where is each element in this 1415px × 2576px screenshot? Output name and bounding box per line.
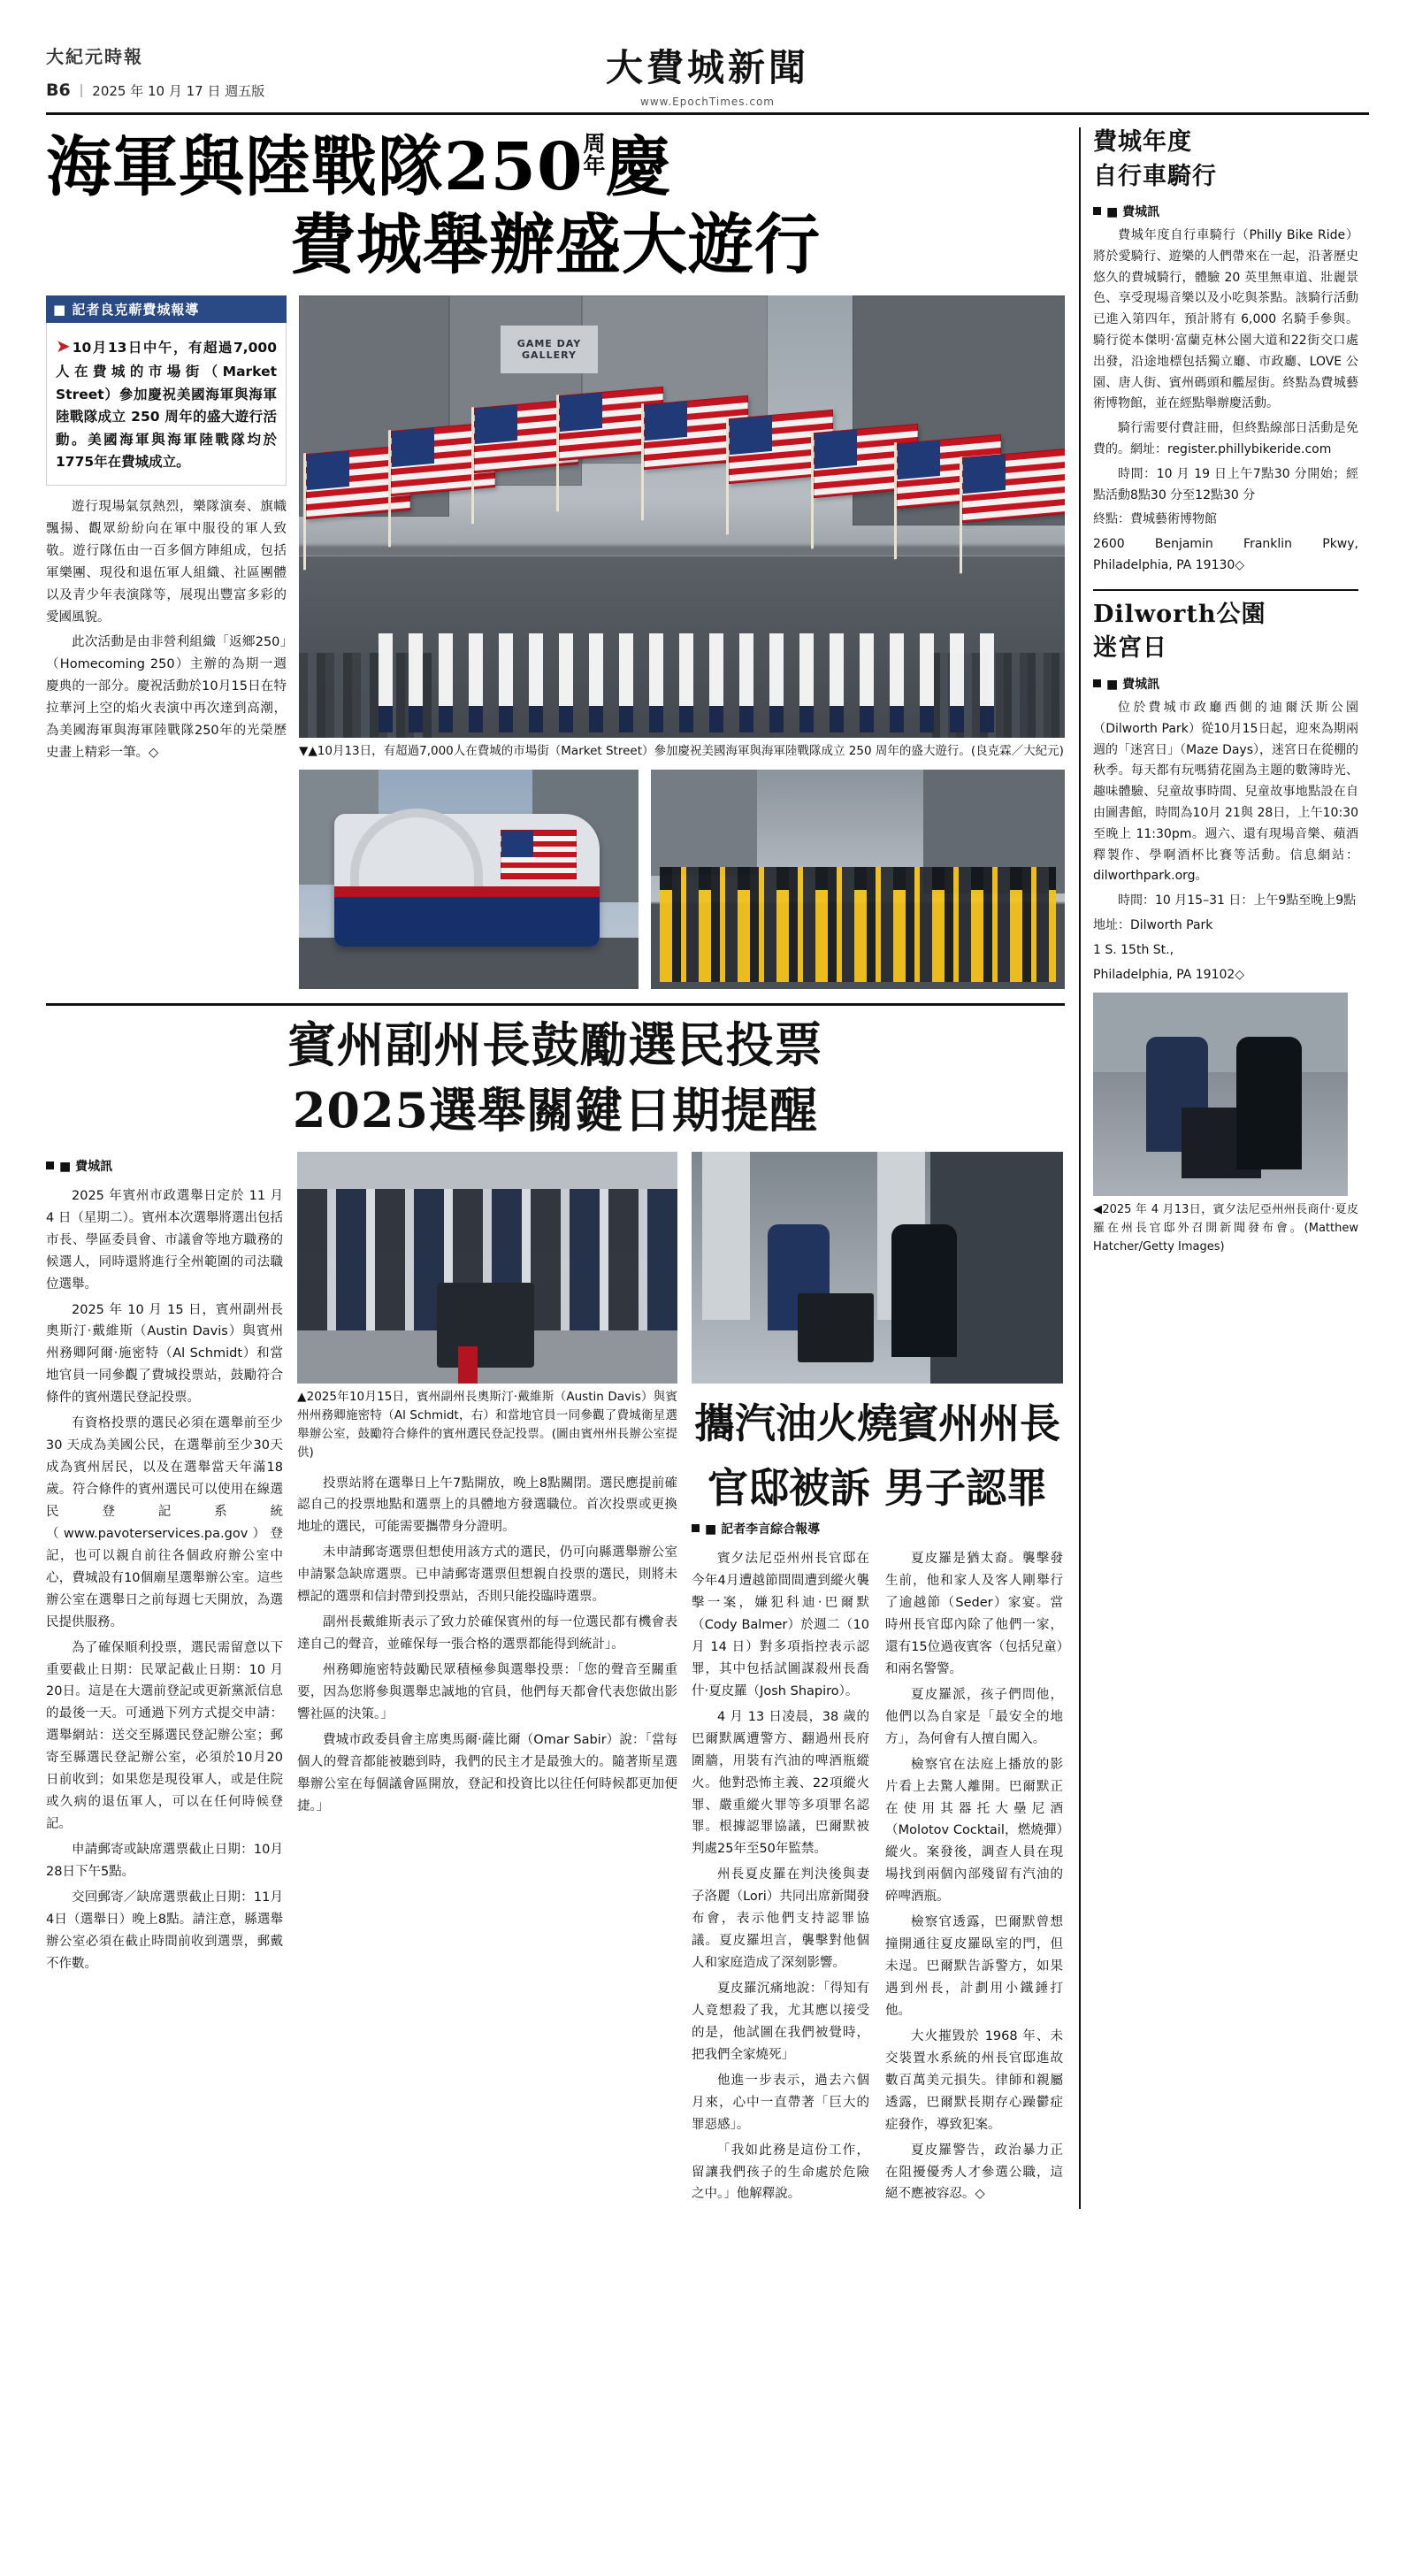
story3-paragraph-6: 「我如此務是這份工作，留讓我們孩子的生命處於危險之中。」他解釋說。 (692, 2143, 869, 2202)
story3-paragraph-10: 檢察官透露，巴爾默曾想撞開通往夏皮羅臥室的門，但未逞。巴爾默告訴警方，如果遇到州長，計劃用小鐵錘打他。 (885, 1915, 1063, 2018)
lead-photo-column (299, 295, 1065, 989)
photo-banner-sign: GAME DAY GALLERY (501, 326, 598, 373)
website-url[interactable]: www.EpochTimes.com (640, 96, 775, 108)
microphone-stand-icon (798, 1293, 874, 1362)
rail-item1-paragraph-3: 時間：10 月 19 日上午7點30 分開始；經點活動8點30 分至12點30 分 (1093, 466, 1358, 502)
story3-headline-line2: 官邸被訴 男子認罪 (707, 1464, 1047, 1513)
story3-column (692, 1152, 1063, 2210)
rail-item1-title-line1: 費城年度 (1093, 128, 1192, 156)
story2-grid (46, 1152, 1065, 2210)
issue-date: 2025 年 10 月 17 日 週五版 (92, 83, 265, 99)
right-rail (1079, 127, 1358, 2209)
governor-residence-photo (692, 1152, 1063, 1384)
story3-paragraph-4: 夏皮羅沉痛地說：「得知有人竟想殺了我，尤其應以接受的是，他試圖在我們被覺時，把我們全家燒死」 (692, 1982, 869, 2062)
story2-byline-text: ■ 費城訊 (59, 1159, 113, 1174)
police-officer-figure (891, 1224, 957, 1357)
story3-paragraph-11: 大火摧毀於 1968 年、未交裝置水系統的州長官邸進故數百萬美元損失。律師和親屬透露，巴爾默長期存心躁鬱症症發作，導致犯案。 (885, 2028, 1063, 2132)
band-photo-building-left (651, 770, 757, 876)
story3-paragraph-5: 他進一步表示，過去六個月來，心中一直帶著「巨大的罪惡感」。 (692, 2073, 869, 2132)
story2-photo-caption: ▲2025年10月15日，賓州副州長奧斯汀‧戴維斯（Austin Davis）與賓州州務卿施密特（Al Schmidt，右）和當地官員一同參觀了費城衛星選舉辦公室，鼓勵符合條件的賓州選民登記投票。(圖由賓州州長辦公室提供) (297, 1389, 677, 1460)
story3-paragraph-9: 檢察官在法庭上播放的影片看上去驚人離開。巴爾默正在使用其器托大壘尼酒（Molotov Cocktail，燃燒彈）縱火。案發後，調查人員在現場找到兩個內部殘留有汽油的碎啤酒瓶。 (885, 1757, 1063, 1905)
gov-photo-column-1 (702, 1152, 750, 1320)
lead-paragraph-1: 遊行現場氣氛熱烈，樂隊演奏、旗幟飄揚、觀眾紛紛向在軍中服役的軍人致敬。遊行隊伍由一百多個方陣組成，包括軍樂團、現役和退伍軍人組織、社區團體以及青少年表演隊等，展現出豐富多彩的愛國風貌。 (46, 499, 287, 625)
story2-headline-line2: 2025選舉關鍵日期提醒 (292, 1082, 819, 1139)
arrow-icon: ➤ (56, 335, 71, 356)
story2-paragraph-1: 2025 年賓州市政選舉日定於 11 月 4 日（星期二）。賓州本次選舉將選出包括市長、學區委員會、市議會等地方職務的候選人，同時還將進行全州範圍的司法職位選舉。 (46, 1188, 283, 1292)
headline-text-part2: 慶 (605, 129, 672, 205)
lead-left-column (46, 295, 287, 989)
section-divider (46, 1003, 1065, 1006)
podium (437, 1283, 534, 1368)
story2-column-1 (46, 1152, 283, 2210)
story2-paragraph-7: 投票站將在選舉日上午7點開放，晚上8點關閉。選民應提前確認自己的投票地點和選票上的具體地方發選職位。首次投票或更換地址的選民，可能需要攜帶身分證明。 (297, 1476, 677, 1535)
parade-main-photo (299, 295, 1065, 738)
lead-body-text (46, 496, 287, 764)
story3-paragraph-3: 州長夏皮羅在判決後與妻子洛麗（Lori）共同出席新聞發布會，表示他們支持認罪協議。夏皮羅坦言，襲擊對他個人和家庭造成了深刻影響。 (692, 1867, 869, 1971)
lead-headline-line2: 費城舉辦盛大遊行 (290, 207, 821, 283)
story2-byline (46, 1157, 283, 1175)
rail-item2-body (1093, 698, 1358, 985)
story3-paragraph-1: 賓夕法尼亞州州長官邸在今年4月遭越節間間遭到縱火襲擊一案，嫌犯科迪‧巴爾默（Cody Balmer）於週二（10 月 14 日）對多項指控表示認罪，其中包括試圖謀殺州長喬什‧夏皮羅（Josh Shapiro）。 (692, 1552, 869, 1698)
lead-paragraph-2: 此次活動是由非營利組織「返鄉250」（Homecoming 250）主辦的為期一週慶典的一部分。慶祝活動於10月15日在特拉華河上空的焰火表演中再次達到高潮，為美國海軍與海軍陸戰隊250年的光榮歷史畫上精彩一筆。◇ (46, 635, 287, 761)
photo-flag-row (306, 391, 1065, 559)
rail-item1-title-line2: 自行車騎行 (1093, 162, 1217, 190)
rail-item1-byline-text: ■ 費城訊 (1106, 205, 1160, 220)
rail-photo-caption: ◀2025 年 4 月13日，賓夕法尼亞州州長商什‧夏皮羅在州長官邸外召開新聞發布會。(Matthew Hatcher/Getty Images) (1093, 1203, 1358, 1254)
rail-item2-paragraph-2: 時間：10 月15–31 日：上午9點至晚上9點 (1118, 893, 1357, 908)
float-arch (350, 809, 483, 890)
float-red-stripe (334, 886, 600, 897)
rail-item2-byline-text: ■ 費城訊 (1106, 677, 1160, 692)
story3-headline-line1: 攜汽油火燒賓州州長 (694, 1399, 1060, 1447)
story3-paragraph-7: 夏皮羅是猶太裔。襲擊發生前，他和家人及客人剛舉行了逾越節（Seder）家宴。當時州長官邸內除了他們一家，還有15位過夜賓客（包括兒童）和兩名警警。 (885, 1552, 1063, 1676)
square-bullet-icon (692, 1524, 700, 1532)
story2-paragraph-11: 費城市政委員會主席奧馬爾‧薩比爾（Omar Sabir）說：「當每個人的聲音都能被聽到時，我們的民主才是最強大的。隨著斯星選舉辦公室在每個議會區開放，登記和投資比以往任何時候都更加便捷。」 (297, 1732, 677, 1813)
rail-item2-paragraph-4: 1 S. 15th St., (1093, 942, 1174, 957)
story3-byline (692, 1520, 1063, 1537)
lead-summary-text (56, 332, 277, 474)
rail-item2-paragraph-3: 地址：Dilworth Park (1093, 917, 1213, 932)
publication-logo: 大紀元時報 (46, 46, 143, 67)
photo-sailors-formation (379, 633, 998, 732)
rail-divider-1 (1093, 589, 1358, 591)
lead-byline: ■ 記者良克蕲費城報導 (46, 295, 287, 323)
square-bullet-icon (1093, 207, 1101, 215)
secondary-photo-row (299, 770, 1065, 989)
float-blue-base (334, 897, 600, 947)
story3-paragraph-12: 夏皮羅警告，政治暴力正在阻擾優秀人才參選公職，這絕不應被容忍。◇ (885, 2143, 1063, 2202)
rail-item2-title-line2: 迷宮日 (1093, 634, 1167, 663)
us-flag-icon (501, 830, 577, 879)
parade-float (334, 814, 600, 947)
rail-item2-byline (1093, 675, 1358, 693)
story2-paragraph-10: 州務卿施密特鼓勵民眾積極參與選舉投票：「您的聲音至關重要，因為您將參與選舉忠誠地的官員，他們每天都會代表您做出影響社區的決策。」 (297, 1663, 677, 1721)
rail-item2-title-line1: Dilworth公園 (1093, 600, 1266, 628)
band-members (660, 867, 1056, 982)
story3-byline-text: ■ 記者李言綜合報導 (705, 1522, 821, 1537)
page-body (46, 127, 1369, 2209)
rail-item2-paragraph-1: 位於費城市政廳西側的迪爾沃斯公園（Dilworth Park）從10月15日起，迎來為期兩週的「迷宮日」（Maze Days），迷宮日在從棚的秋季。每天都有玩嗎猜花園為主題的數簿時光、趣味體驗、兒童故事時間、兒童故事地點設在自由圖書館，時間為10月 21與 28日，上午10:30至晚上 11:30pm。週六、還有現場音樂、蘋酒釋製作、學啊酒杯比賽等活動。信息網站：dilworthpark.org。 (1093, 700, 1359, 884)
section-title: 大費城新聞 (605, 46, 809, 89)
masthead-center (46, 39, 1369, 108)
governor-press-conference-photo (1093, 993, 1348, 1196)
rail-item2-paragraph-5: Philadelphia, PA 19102◇ (1093, 967, 1245, 982)
story2-paragraph-5: 申請郵寄或缺席選票截止日期：10月28日下午5點。 (46, 1843, 283, 1879)
story2-body-col1 (46, 1185, 283, 1975)
headline-text-part1: 海軍與陸戰隊250 (46, 129, 584, 205)
lead-headline-block (46, 129, 1065, 283)
marching-band-photo (651, 770, 1065, 989)
headline-sup-bottom: 年 (583, 153, 606, 179)
story2-body-col2 (297, 1473, 677, 1818)
lead-row (46, 295, 1065, 989)
rail-item1-paragraph-2: 騎行需要付費註冊，但終點線部日活動是免費的。網址：register.phillybikeride.com (1093, 421, 1358, 457)
parade-float-photo (299, 770, 639, 989)
rail-item1-body (1093, 226, 1358, 577)
page-number: B6 (46, 80, 71, 100)
story3-body (692, 1548, 1063, 2209)
square-bullet-icon (1093, 679, 1101, 687)
story2-paragraph-9: 副州長戴維斯表示了致力於確保賓州的每一位選民都有機會表達自己的聲音，並確保每一張合格的選票都能得到統計」。 (297, 1615, 677, 1652)
red-boots (458, 1346, 478, 1384)
headline-sup-top: 周 (583, 131, 606, 157)
headline-superscript (583, 133, 605, 177)
lead-summary-body: 10月13日中午，有超過7,000人在費城的市場街（Market Street）參加慶祝美國海軍與海軍陸戰隊成立 250 周年的盛大遊行活動。美國海軍與海軍陸戰隊均於1775年在費城成立。 (56, 340, 277, 471)
story2-column-2 (297, 1152, 677, 2210)
parade-main-caption: ▼▲10月13日，有超過7,000人在費城的市場街（Market Street）參加慶祝美國海軍與海軍陸戰隊成立 250 周年的盛大遊行。(良克霖／大紀元) (299, 744, 1064, 758)
rail-photo-officer-figure (1236, 1037, 1302, 1169)
story3-paragraph-2: 4 月 13 日凌晨，38 歲的巴爾默厲遭警方、翻過州長府圍牆，用裝有汽油的啤酒瓶縱火。他對恐怖主義、22項縱火罪、嚴重縱火罪等多項罪名認罪。根據認罪協議，巴爾默被判處25年至50年監禁。 (692, 1709, 869, 1857)
story3-paragraph-8: 夏皮羅派，孩子們問他，他們以為自家是「最安全的地方」，為何會有人擅自闖入。 (885, 1687, 1063, 1746)
masthead (46, 39, 1369, 115)
lead-headline-line1 (46, 129, 1065, 205)
story2-paragraph-6: 交回郵寄／缺席選票截止日期：11月4日（選舉日）晚上8點。請注意，縣選舉辦公室必須在截止時間前收到選票，郵戴不作數。 (46, 1890, 283, 1971)
rail-photo-sky (1093, 993, 1348, 1072)
main-column (46, 127, 1065, 2209)
story2-paragraph-2: 2025 年 10 月 15 日，賓州副州長奧斯汀‧戴維斯（Austin Davis）與賓州州務卿阿爾‧施密特（Al Schmidt）和當地官員一同參觀了費城投票站，鼓勵符合條件的賓州選民登記投票。 (46, 1302, 283, 1406)
satellite-office-photo (297, 1152, 677, 1384)
square-bullet-icon (46, 1162, 54, 1169)
lead-summary-box (46, 323, 287, 486)
rail-item1-paragraph-1: 費城年度自行車騎行（Philly Bike Ride）將於愛騎行、遊樂的人們帶來在一起，沿著歷史悠久的費城騎行，體驗 20 英里無車道、壯麗景色、享受現場音樂以及小吃與茶點。該騎行活動已進入第四年，預計將有 6,000 名騎手參與。騎行從本傑明‧富蘭克林公園大道和22街交口處出發，沿途地標包括獨立廳、市政廳、LOVE 公園、唐人街、賓州碼頭和艦屋街。終點為費城藝術博物館，並在經點舉辦慶活動。 (1093, 228, 1358, 411)
rail-item1-paragraph-5: 2600 Benjamin Franklin Pkwy, Philadelphia, PA 19130◇ (1093, 537, 1358, 573)
us-flag-icon (962, 448, 1065, 523)
story2-paragraph-3: 有資格投票的選民必須在選舉前至少 30 天成為美國公民，在選舉前至少30天成為賓州居民，以及在選舉當天年滿18歲。符合條件的賓州選民可以使用在線選民登記系統（www.pavoterservices.pa.gov）登記，也可以親自前往各個政府辦公室中心，費城設有10個廟星選舉辦公室。這些辦公室在選舉日之前每週七天開放，為選民提供服務。 (46, 1416, 283, 1629)
story2-paragraph-4: 為了確保順利投票，選民需留意以下重要截止日期：民眾記截止日期：10 月20日。這是在大選前登記或更新黨派信息的最後一天。可通過下列方式提交申請：選舉網站：送交至縣選民登記辦公室；郵寄至縣選民登記辦公室，必須於10月20日前收到；如果您是現役軍人，或是住院或久病的退伍軍人，可以在任何時候登記。 (46, 1640, 283, 1832)
story2-paragraph-8: 未申請郵寄選票但想使用該方式的選民，仍可向縣選舉辦公室申請緊急缺席選票。已申請郵寄選票但想親自投票的選民，則將未標記的選票和信封帶到投票站，否則只能投臨時選票。 (297, 1545, 677, 1605)
rail-item1-byline (1093, 203, 1358, 220)
story2-headline-line1: 賓州副州長鼓勵選民投票 (287, 1016, 823, 1073)
rail-item1-paragraph-4: 終點：費城藝術博物館 (1093, 512, 1217, 527)
masthead-separator: ｜ (74, 83, 88, 99)
